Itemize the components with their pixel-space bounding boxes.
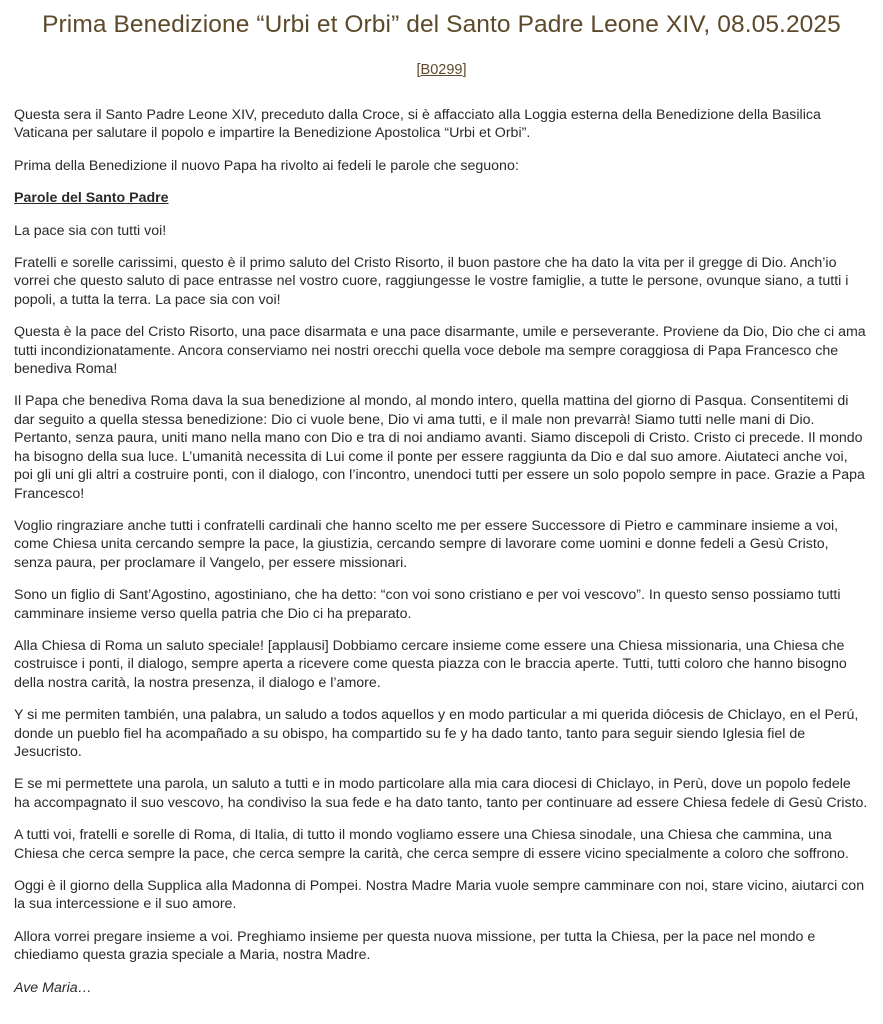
speech-paragraph: Alla Chiesa di Roma un saluto speciale! [applausi] Dobbiamo cercare insieme come essere una Chiesa missionaria, una Chiesa che costruisce i ponti, il dialogo, sempre aperta a ricevere come questa piazza con le braccia aperte. Tutti, tutti coloro che hanno bisogno della nostra carità, la nostra presenza, il dialogo e l’amore. <box>14 637 847 691</box>
section-heading: Parole del Santo Padre <box>14 190 169 207</box>
intro-paragraph: Questa sera il Santo Padre Leone XIV, preceduto dalla Croce, si è affacciato alla Loggia esterna della Benedizione della Basilica Vaticana per salutare il popolo e impartire la Benedizione Apostolica “Urbi et Orbi”. <box>14 107 821 142</box>
speech-paragraph: Y si me permiten también, una palabra, un saludo a todos aquellos y en modo particular a mi querida diócesis de Chiclayo, en el Perú, donde un pueblo fiel ha acompañado a su obispo, ha compartido su fe y ha dado tanto, tanto para seguir siendo Iglesia fiel de Jesucristo. <box>14 707 859 760</box>
speech-paragraph: Il Papa che benediva Roma dava la sua benedizione al mondo, al mondo intero, quella mattina del giorno di Pasqua. Consentitemi di dar seguito a quella stessa benedizione: Dio ci vuole bene, Dio vi ama tutti, e il male non prevarrà! Siamo tutti nelle mani di Dio. Pertanto, senza paura, uniti mano nella mano con Dio e tra di noi andiamo avanti. Siamo discepoli di Cristo. Cristo ci precede. Il mondo ha bisogno della sua luce. L’umanità necessita di Lui come il ponte per essere raggiunta da Dio e dal suo amore. Aiutateci anche voi, poi gli uni gli altri a costruire ponti, con il dialogo, con l’incontro, unendoci tutti per essere un solo popolo sempre in pace. Grazie a Papa Francesco! <box>14 393 865 502</box>
speech-paragraph: A tutti voi, fratelli e sorelle di Roma, di Italia, di tutto il mondo vogliamo essere una Chiesa sinodale, una Chiesa che cammina, una Chiesa che cerca sempre la pace, che cerca sempre la carità, che cerca sempre di essere vicino specialmente a coloro che soffrono. <box>14 827 849 862</box>
intro-paragraph: Prima della Benedizione il nuovo Papa ha rivolto ai fedeli le parole che seguono: <box>14 157 519 174</box>
document-body <box>14 106 869 997</box>
speech-paragraph: Questa è la pace del Cristo Risorto, una pace disarmata e una pace disarmante, umile e perseverante. Proviene da Dio, Dio che ci ama tutti incondizionatamente. Ancora conserviamo nei nostri orecchi quella voce debole ma sempre coraggiosa di Papa Francesco che benediva Roma! <box>14 324 866 378</box>
document-code-link[interactable]: B0299 <box>420 62 463 78</box>
speech-paragraph: Sono un figlio di Sant’Agostino, agostiniano, che ha detto: “con voi sono cristiano e per voi vescovo”. In questo senso possiamo tutti camminare insieme verso quella patria che Dio ci ha preparato. <box>14 587 841 622</box>
speech-paragraph: Voglio ringraziare anche tutti i confratelli cardinali che hanno scelto me per essere Successore di Pietro e camminare insieme a voi, come Chiesa unita cercando sempre la pace, la giustizia, cercando sempre di lavorare come uomini e donne fedeli a Gesù Cristo, senza paura, per proclamare il Vangelo, per essere missionari. <box>14 517 839 571</box>
code-bracket-open: [ <box>416 62 421 78</box>
speech-paragraph: La pace sia con tutti voi! <box>14 222 167 239</box>
document-code <box>14 61 869 79</box>
code-bracket-close: ] <box>462 62 467 78</box>
speech-paragraph: Fratelli e sorelle carissimi, questo è il primo saluto del Cristo Risorto, il buon pastore che ha dato la vita per il gregge di Dio. Anch’io vorrei che questo saluto di pace entrasse nel vostro cuore, raggiungesse le vostre famiglie, a tutte le persone, ovunque siano, a tutti i popoli, a tutta la terra. La pace sia con voi! <box>14 255 849 308</box>
page-title: Prima Benedizione “Urbi et Orbi” del Santo Padre Leone XIV, 08.05.2025 <box>42 11 841 38</box>
speech-paragraph: E se mi permettete una parola, un saluto a tutti e in modo particolare alla mia cara diocesi di Chiclayo, in Perù, dove un popolo fedele ha accompagnato il suo vescovo, ha condiviso la sua fede e ha dato tanto, tanto per continuare ad essere Chiesa fedele di Gesù Cristo. <box>14 776 868 811</box>
speech-paragraph: Oggi è il giorno della Supplica alla Madonna di Pompei. Nostra Madre Maria vuole sempre camminare con noi, stare vicino, aiutarci con la sua intercessione e il suo amore. <box>14 878 865 913</box>
speech-paragraph: Allora vorrei pregare insieme a voi. Preghiamo insieme per questa nuova missione, per tutta la Chiesa, per la pace nel mondo e chiediamo questa grazia speciale a Maria, nostra Madre. <box>14 928 816 964</box>
signoff: Ave Maria… <box>14 979 92 996</box>
